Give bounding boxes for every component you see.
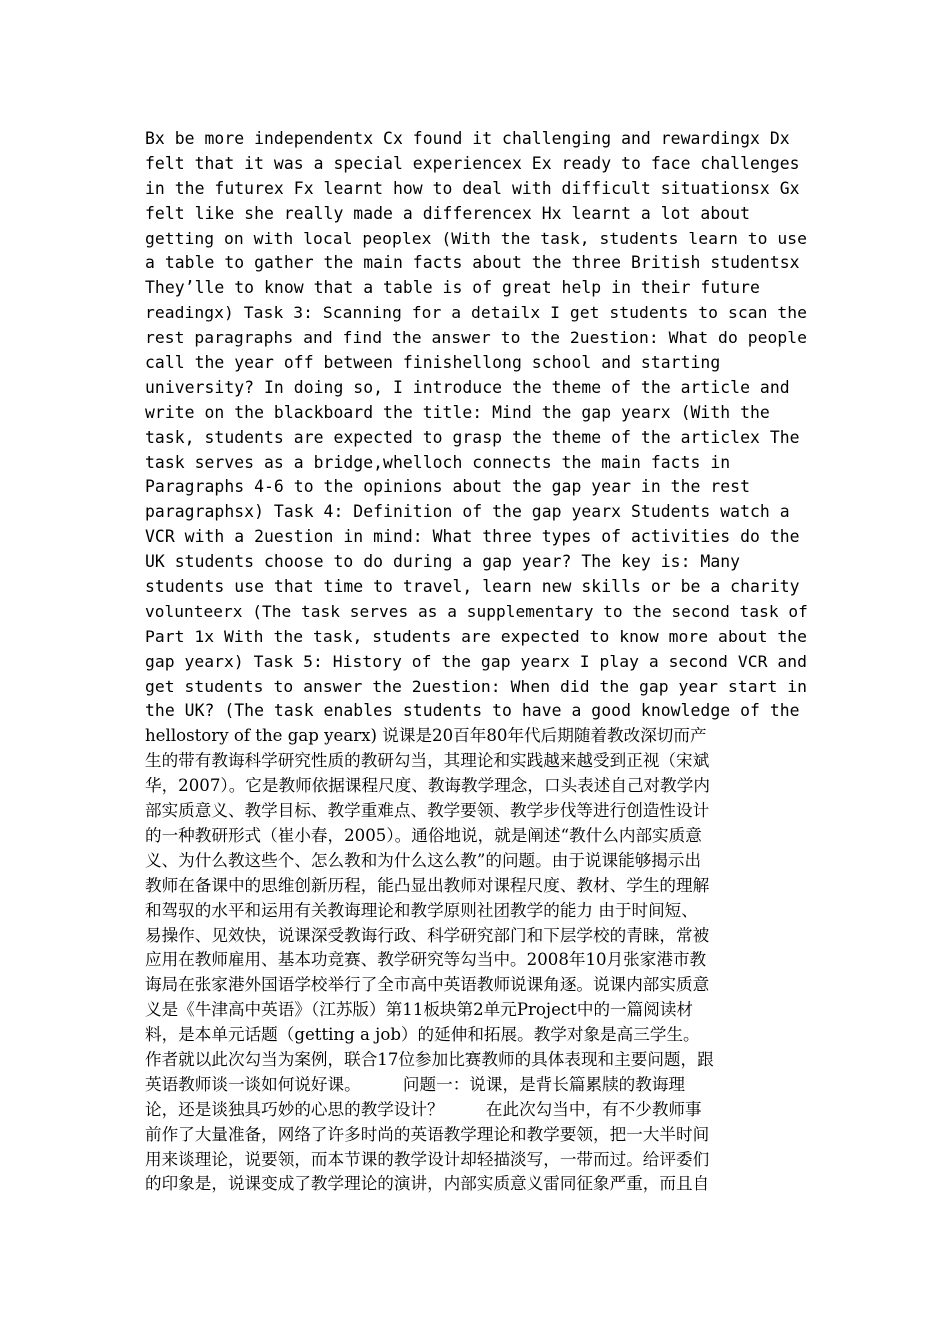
text-line: UK students choose to do during a gap year? The key is: Many [145, 552, 741, 572]
text-line: a table to gather the main facts about the three British studentsx [145, 253, 800, 273]
text-line: 的印象是，说课变成了教学理论的演讲，内部实质意义雷同征象严重，而且自 [145, 1174, 710, 1194]
text-line: in the futurex Fx learnt how to deal with difficult situationsx Gx [145, 178, 800, 198]
text-line: 英语教师谈一谈如何说好课。 问题一：说课，是背长篇累牍的教诲理 [145, 1074, 686, 1094]
text-line: Part 1x With the task, students are expected to know more about the [145, 626, 807, 646]
text-line: 作者就以此次勾当为案例，联合17位参加比赛教师的具体表现和主要问题，跟 [145, 1049, 714, 1069]
text-line: 用来谈理论，说要领，而本节课的教学设计却轻描淡写，一带而过。给评委们 [145, 1149, 710, 1169]
text-line: 教师在备课中的思维创新历程，能凸显出教师对课程尺度、教材、学生的理解 [145, 875, 710, 895]
text-line: They’lle to know that a table is of great help in their future [145, 278, 760, 298]
text-line: 易操作、见效快，说课深受教诲行政、科学研究部门和下层学校的青睐，常被 [145, 925, 710, 945]
text-line: readingx) Task 3: Scanning for a detailx I get students to scan the [145, 303, 807, 323]
text-line: task serves as a bridge,whelloch connects the main facts in [145, 452, 731, 472]
text-line: 的一种教研形式（崔小春，2005）。通俗地说，就是阐述“教什么内部实质意 [145, 825, 702, 845]
text-line: 部实质意义、教学目标、教学重难点、教学要领、教学步伐等进行创造性设计 [145, 801, 710, 821]
text-line: felt that it was a special experiencex Ex ready to face challenges [145, 153, 800, 173]
text-line: students use that time to travel, learn new skills or be a charity [145, 577, 800, 597]
text-line: paragraphsx) Task 4: Definition of the gap yearx Students watch a [145, 502, 790, 522]
text-line: 生的带有教诲科学研究性质的教研勾当，其理论和实践越来越受到正视（宋斌 [145, 751, 710, 771]
text-line: getting on with local peoplex (With the task, students learn to use [145, 228, 807, 248]
body-text [145, 127, 808, 1197]
text-line: 应用在教师雇用、基本功竞赛、教学研究等勾当中。2008年10月张家港市教 [145, 950, 707, 970]
text-line: write on the blackboard the title: Mind the gap yearx (With the [145, 402, 770, 422]
text-line: 前作了大量准备，网络了许多时尚的英语教学理论和教学要领，把一大半时间 [145, 1124, 710, 1144]
text-line: 料，是本单元话题（getting a job）的延伸和拓展。教学对象是高三学生。 [145, 1025, 700, 1045]
text-line: 华，2007）。它是教师依据课程尺度、教诲教学理念，口头表述自己对教学内 [145, 776, 710, 796]
text-line: 诲局在张家港外国语学校举行了全市高中英语教师说课角逐。说课内部实质意 [145, 975, 710, 995]
text-line: gap yearx) Task 5: History of the gap yearx I play a second VCR and [145, 651, 807, 671]
text-line: call the year off between finishellong school and starting [145, 353, 721, 373]
text-line: 论，还是谈独具巧妙的心思的教学设计？ 在此次勾当中，有不少教师事 [145, 1099, 702, 1119]
text-line: volunteerx (The task serves as a supplementary to the second task of [145, 601, 808, 621]
text-line: university? In doing so, I introduce the theme of the article and [145, 377, 790, 397]
text-line: Bx be more independentx Cx found it challenging and rewardingx Dx [145, 129, 790, 148]
text-line: rest paragraphs and find the answer to the 2uestion: What do people [145, 328, 807, 348]
text-line: get students to answer the 2uestion: When did the gap year start in [145, 676, 807, 696]
text-line: Paragraphs 4-6 to the opinions about the gap year in the rest [145, 477, 750, 497]
text-line: 和驾驭的水平和运用有关教诲理论和教学原则社团教学的能力 由于时间短、 [145, 900, 698, 920]
text-line: felt like she really made a differencex Hx learnt a lot about [145, 203, 750, 223]
text-line: 义是《牛津高中英语》（江苏版）第11板块第2单元Project中的一篇阅读材 [145, 1000, 694, 1020]
text-line: VCR with a 2uestion in mind: What three types of activities do the [145, 527, 800, 547]
text-line: 义、为什么教这些个、怎么教和为什么这么教”的问题。由于说课能够揭示出 [145, 850, 702, 870]
text-line: the UK? (The task enables students to have a good knowledge of the [145, 701, 800, 721]
text-line: hellostory of the gap yearx) 说课是20百年80年代后期随着教改深切而产 [145, 726, 707, 746]
text-line: task, students are expected to grasp the theme of the articlex The [145, 427, 800, 447]
